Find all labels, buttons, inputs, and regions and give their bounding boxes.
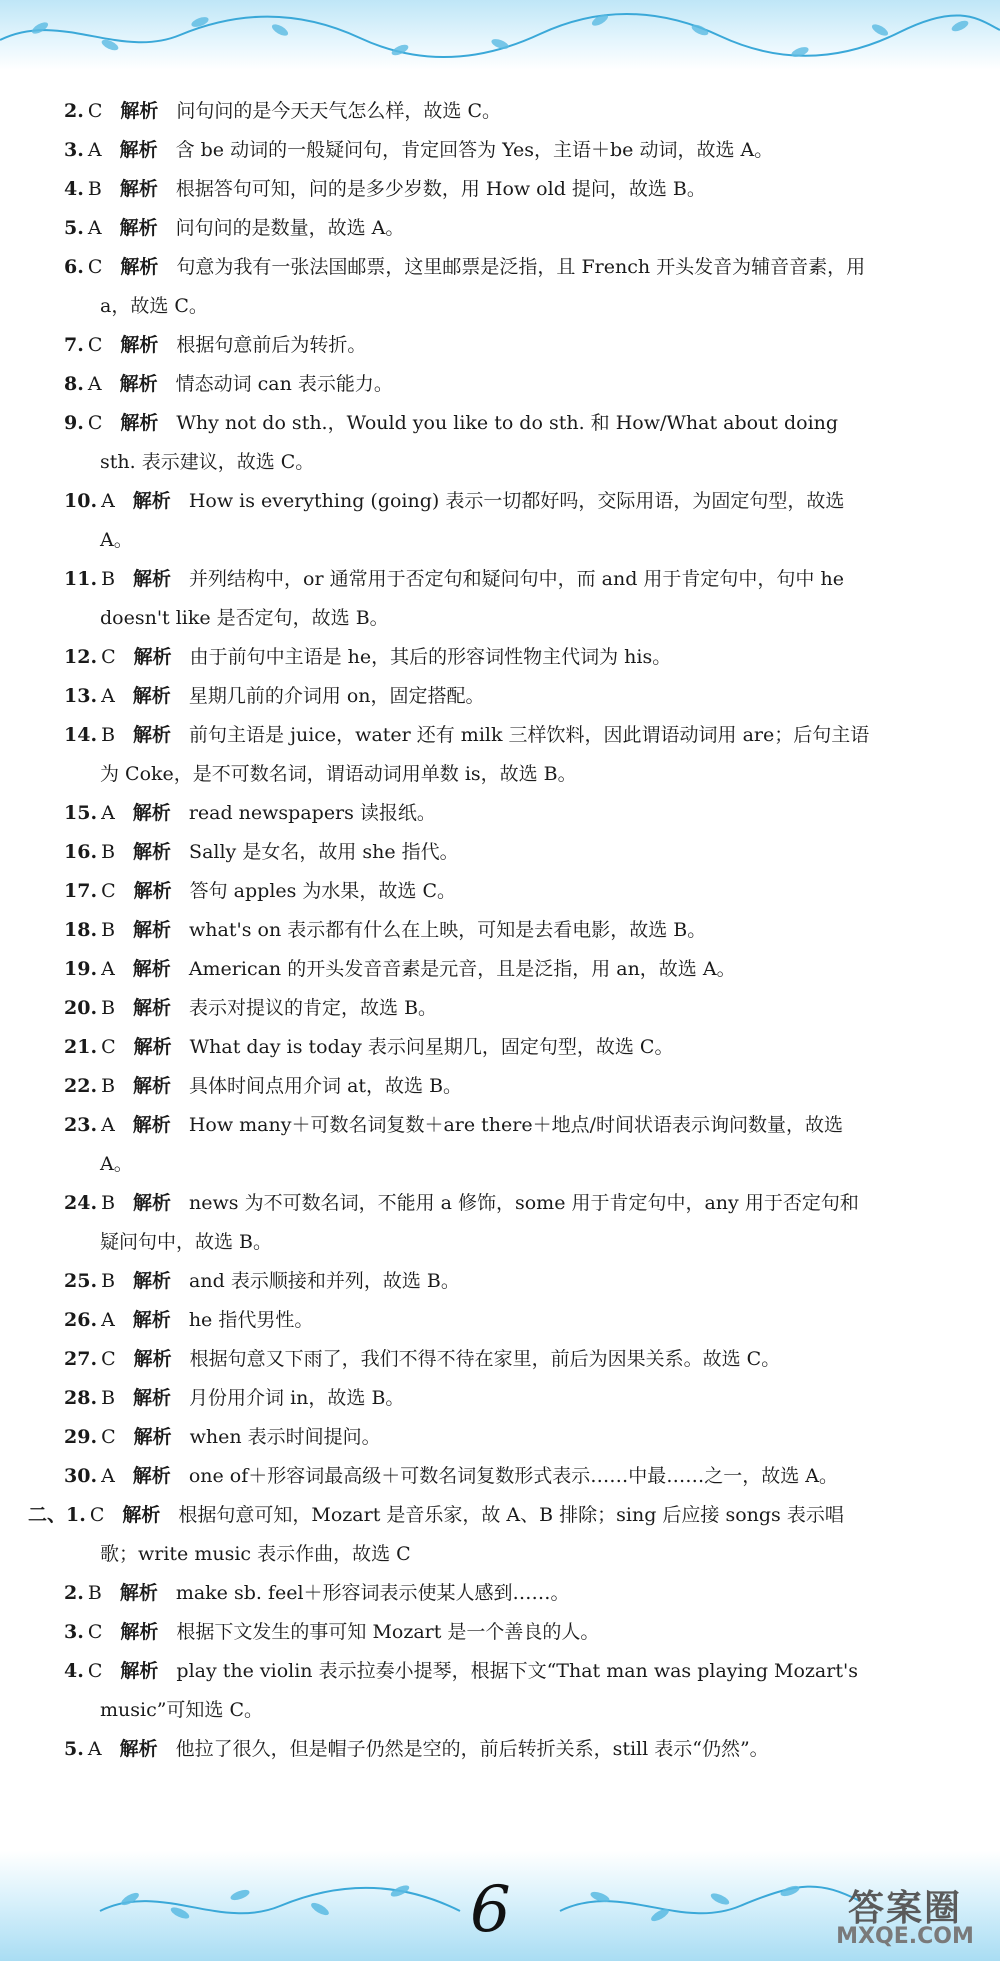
analysis-tag: 解析 — [132, 490, 171, 512]
answer-letter: A — [87, 1738, 102, 1760]
item-number: 30. — [64, 1465, 98, 1487]
answer-item — [0, 1613, 1000, 1652]
answer-letter: B — [101, 1192, 116, 1214]
item-number: 8. — [64, 373, 84, 395]
answer-letter: B — [101, 1075, 116, 1097]
analysis-text: Sally 是女名，故用 she 指代。 — [189, 841, 459, 863]
answer-letter: C — [101, 1426, 116, 1448]
watermark-logo-text: 答案圈 — [847, 1888, 962, 1929]
analysis-text: What day is today 表示问星期几，固定句型，故选 C。 — [189, 1036, 674, 1058]
analysis-text: 根据句意又下雨了，我们不得不待在家里，前后为因果关系。故选 C。 — [189, 1348, 781, 1370]
answer-item — [0, 638, 1000, 677]
vine-ornament-top — [0, 0, 1000, 70]
analysis-text: 前句主语是 juice，water 还有 milk 三样饮料，因此谓语动词用 are；后句主语为 Coke，是不可数名词，谓语动词用单数 is，故选 B。 — [100, 724, 870, 785]
answer-letter: C — [87, 256, 103, 278]
analysis-text: 句意为我有一张法国邮票，这里邮票是泛指，且 French 开头发音为辅音音素，用 a，故选 C。 — [100, 256, 866, 317]
answer-item — [0, 872, 1000, 911]
analysis-text: 月份用介词 in，故选 B。 — [189, 1387, 405, 1409]
analysis-tag: 解析 — [120, 1621, 159, 1643]
answer-item — [0, 1067, 1000, 1106]
answer-item — [0, 1028, 1000, 1067]
answer-letter: C — [89, 1504, 105, 1526]
item-number: 4. — [64, 1660, 84, 1682]
analysis-tag: 解析 — [120, 100, 159, 122]
answer-item — [0, 1106, 1000, 1184]
analysis-text: when 表示时间提问。 — [189, 1426, 381, 1448]
analysis-tag: 解析 — [133, 919, 172, 941]
analysis-tag: 解析 — [133, 646, 172, 668]
answer-item — [0, 833, 1000, 872]
analysis-text: 具体时间点用介词 at，故选 B。 — [189, 1075, 463, 1097]
site-watermark — [820, 1880, 990, 1955]
analysis-text: 星期几前的介词用 on，固定搭配。 — [188, 685, 485, 707]
answer-letter: B — [101, 919, 116, 941]
analysis-text: Why not do sth.，Would you like to do sth. 和 How/What about doing sth. 表示建议，故选 C。 — [100, 412, 839, 473]
answer-letter: C — [101, 1036, 116, 1058]
answer-item — [0, 209, 1000, 248]
analysis-tag: 解析 — [133, 997, 172, 1019]
analysis-text: what's on 表示都有什么在上映，可知是去看电影，故选 B。 — [189, 919, 707, 941]
item-number: 5. — [64, 1738, 84, 1760]
analysis-tag: 解析 — [120, 256, 159, 278]
analysis-text: How many＋可数名词复数＋are there＋地点/时间状语表示询问数量，故选 A。 — [100, 1114, 843, 1175]
analysis-tag: 解析 — [132, 958, 171, 980]
answer-letter: B — [87, 1582, 102, 1604]
analysis-text: 问句问的是数量，故选 A。 — [175, 217, 405, 239]
answer-letter: B — [101, 997, 116, 1019]
analysis-text: 含 be 动词的一般疑问句，肯定回答为 Yes，主语＋be 动词，故选 A。 — [175, 139, 774, 161]
analysis-tag: 解析 — [133, 568, 172, 590]
analysis-tag: 解析 — [133, 1036, 172, 1058]
item-number: 3. — [64, 139, 84, 161]
answer-item — [0, 1379, 1000, 1418]
answer-letter: A — [101, 802, 115, 824]
answer-item — [0, 950, 1000, 989]
answer-item — [0, 794, 1000, 833]
analysis-text: 并列结构中，or 通常用于否定句和疑问句中，而 and 用于肯定句中，句中 he doesn't like 是否定句，故选 B。 — [100, 568, 844, 629]
analysis-tag: 解析 — [120, 412, 159, 434]
item-number: 11. — [64, 568, 98, 590]
analysis-tag: 解析 — [133, 724, 172, 746]
analysis-text: 他拉了很久，但是帽子仍然是空的，前后转折关系，still 表示“仍然”。 — [175, 1738, 769, 1760]
analysis-tag: 解析 — [133, 1192, 172, 1214]
item-number: 9. — [64, 412, 84, 434]
answer-item — [0, 92, 1000, 131]
answer-item — [0, 1652, 1000, 1730]
item-number: 16. — [64, 841, 98, 863]
answer-letter: C — [101, 880, 116, 902]
item-number: 5. — [64, 217, 84, 239]
answer-letter: A — [87, 217, 102, 239]
analysis-text: and 表示顺接和并列，故选 B。 — [189, 1270, 460, 1292]
answer-letter: B — [101, 1387, 116, 1409]
answer-letter: B — [101, 724, 116, 746]
answer-letter: A — [87, 139, 102, 161]
analysis-tag: 解析 — [119, 1738, 158, 1760]
analysis-tag: 解析 — [132, 1309, 171, 1331]
answer-letter: B — [101, 568, 116, 590]
watermark-url: MXQE.COM — [836, 1924, 974, 1949]
answer-item — [0, 365, 1000, 404]
analysis-tag: 解析 — [133, 1426, 172, 1448]
item-number: 29. — [64, 1426, 98, 1448]
answer-letter: A — [101, 1309, 115, 1331]
answer-item — [0, 131, 1000, 170]
analysis-tag: 解析 — [132, 802, 171, 824]
analysis-tag: 解析 — [120, 334, 159, 356]
analysis-tag: 解析 — [132, 685, 171, 707]
analysis-tag: 解析 — [119, 178, 158, 200]
analysis-text: 答句 apples 为水果，故选 C。 — [189, 880, 457, 902]
analysis-text: American 的开头发音音素是元音，且是泛指，用 an，故选 A。 — [188, 958, 736, 980]
item-number: 二、1. — [28, 1504, 86, 1526]
answer-item — [0, 1301, 1000, 1340]
answer-item — [0, 911, 1000, 950]
item-number: 13. — [64, 685, 98, 707]
analysis-tag: 解析 — [119, 139, 158, 161]
answer-item — [0, 1496, 1000, 1574]
item-number: 4. — [64, 178, 84, 200]
item-number: 21. — [64, 1036, 98, 1058]
item-number: 20. — [64, 997, 98, 1019]
analysis-tag: 解析 — [133, 1348, 172, 1370]
answer-letter: B — [87, 178, 102, 200]
analysis-text: read newspapers 读报纸。 — [188, 802, 436, 824]
answer-list — [0, 92, 1000, 1769]
answer-letter: C — [101, 646, 116, 668]
item-number: 2. — [64, 100, 84, 122]
item-number: 12. — [64, 646, 98, 668]
analysis-tag: 解析 — [133, 1075, 172, 1097]
answer-item — [0, 404, 1000, 482]
answer-letter: A — [101, 685, 115, 707]
analysis-tag: 解析 — [133, 1387, 172, 1409]
item-number: 24. — [64, 1192, 98, 1214]
answer-item — [0, 248, 1000, 326]
analysis-text: 表示对提议的肯定，故选 B。 — [189, 997, 438, 1019]
analysis-tag: 解析 — [122, 1504, 161, 1526]
answer-item — [0, 1730, 1000, 1769]
page-number: 6 — [470, 1873, 511, 1947]
answer-letter: A — [101, 958, 115, 980]
answer-item — [0, 1340, 1000, 1379]
answer-letter: A — [101, 1114, 115, 1136]
analysis-text: 根据答句可知，问的是多少岁数，用 How old 提问，故选 B。 — [175, 178, 706, 200]
item-number: 15. — [64, 802, 98, 824]
analysis-tag: 解析 — [132, 1465, 171, 1487]
answer-letter: B — [101, 841, 116, 863]
answer-item — [0, 716, 1000, 794]
answer-letter: C — [101, 1348, 116, 1370]
analysis-text: 问句问的是今天天气怎么样，故选 C。 — [176, 100, 501, 122]
answer-item — [0, 482, 1000, 560]
analysis-tag: 解析 — [132, 1114, 171, 1136]
analysis-tag: 解析 — [133, 841, 172, 863]
answer-item — [0, 560, 1000, 638]
analysis-text: one of＋形容词最高级＋可数名词复数形式表示……中最……之一，故选 A。 — [188, 1465, 839, 1487]
item-number: 14. — [64, 724, 98, 746]
item-number: 22. — [64, 1075, 98, 1097]
answer-item — [0, 1457, 1000, 1496]
answer-item — [0, 1418, 1000, 1457]
item-number: 28. — [64, 1387, 98, 1409]
analysis-tag: 解析 — [119, 217, 158, 239]
answer-letter: A — [101, 1465, 115, 1487]
item-number: 17. — [64, 880, 98, 902]
analysis-tag: 解析 — [133, 1270, 172, 1292]
analysis-text: make sb. feel＋形容词表示使某人感到……。 — [175, 1582, 570, 1604]
answer-letter: C — [87, 1660, 103, 1682]
item-number: 23. — [64, 1114, 98, 1136]
analysis-tag: 解析 — [119, 373, 158, 395]
analysis-tag: 解析 — [120, 1660, 159, 1682]
item-number: 10. — [64, 490, 98, 512]
item-number: 2. — [64, 1582, 84, 1604]
answer-item — [0, 326, 1000, 365]
item-number: 3. — [64, 1621, 84, 1643]
top-decorative-band — [0, 0, 1000, 70]
analysis-text: 根据下文发生的事可知 Mozart 是一个善良的人。 — [176, 1621, 600, 1643]
item-number: 7. — [64, 334, 84, 356]
answer-item — [0, 170, 1000, 209]
analysis-text: play the violin 表示拉奏小提琴，根据下文“That man was playing Mozart's music”可知选 C。 — [100, 1660, 858, 1721]
item-number: 26. — [64, 1309, 98, 1331]
answer-letter: C — [87, 412, 103, 434]
analysis-text: 情态动词 can 表示能力。 — [175, 373, 393, 395]
analysis-text: How is everything (going) 表示一切都好吗，交际用语，为固定句型，故选 A。 — [100, 490, 845, 551]
answer-item — [0, 989, 1000, 1028]
analysis-text: news 为不可数名词，不能用 a 修饰，some 用于肯定句中，any 用于否定句和疑问句中，故选 B。 — [100, 1192, 859, 1253]
item-number: 25. — [64, 1270, 98, 1292]
analysis-tag: 解析 — [119, 1582, 158, 1604]
item-number: 6. — [64, 256, 84, 278]
analysis-text: 根据句意前后为转折。 — [176, 334, 367, 356]
answer-letter: C — [87, 1621, 103, 1643]
answer-item — [0, 1574, 1000, 1613]
answer-item — [0, 1262, 1000, 1301]
analysis-text: he 指代男性。 — [188, 1309, 314, 1331]
analysis-text: 根据句意可知，Mozart 是音乐家，故 A、B 排除；sing 后应接 songs 表示唱歌；write music 表示作曲，故选 C — [100, 1504, 844, 1565]
answer-item — [0, 1184, 1000, 1262]
answer-letter: B — [101, 1270, 116, 1292]
answer-item — [0, 677, 1000, 716]
item-number: 18. — [64, 919, 98, 941]
analysis-tag: 解析 — [133, 880, 172, 902]
analysis-text: 由于前句中主语是 he，其后的形容词性物主代词为 his。 — [189, 646, 672, 668]
item-number: 19. — [64, 958, 98, 980]
answer-letter: C — [87, 334, 103, 356]
answer-letter: A — [101, 490, 115, 512]
answer-letter: A — [87, 373, 102, 395]
item-number: 27. — [64, 1348, 98, 1370]
answer-letter: C — [87, 100, 103, 122]
